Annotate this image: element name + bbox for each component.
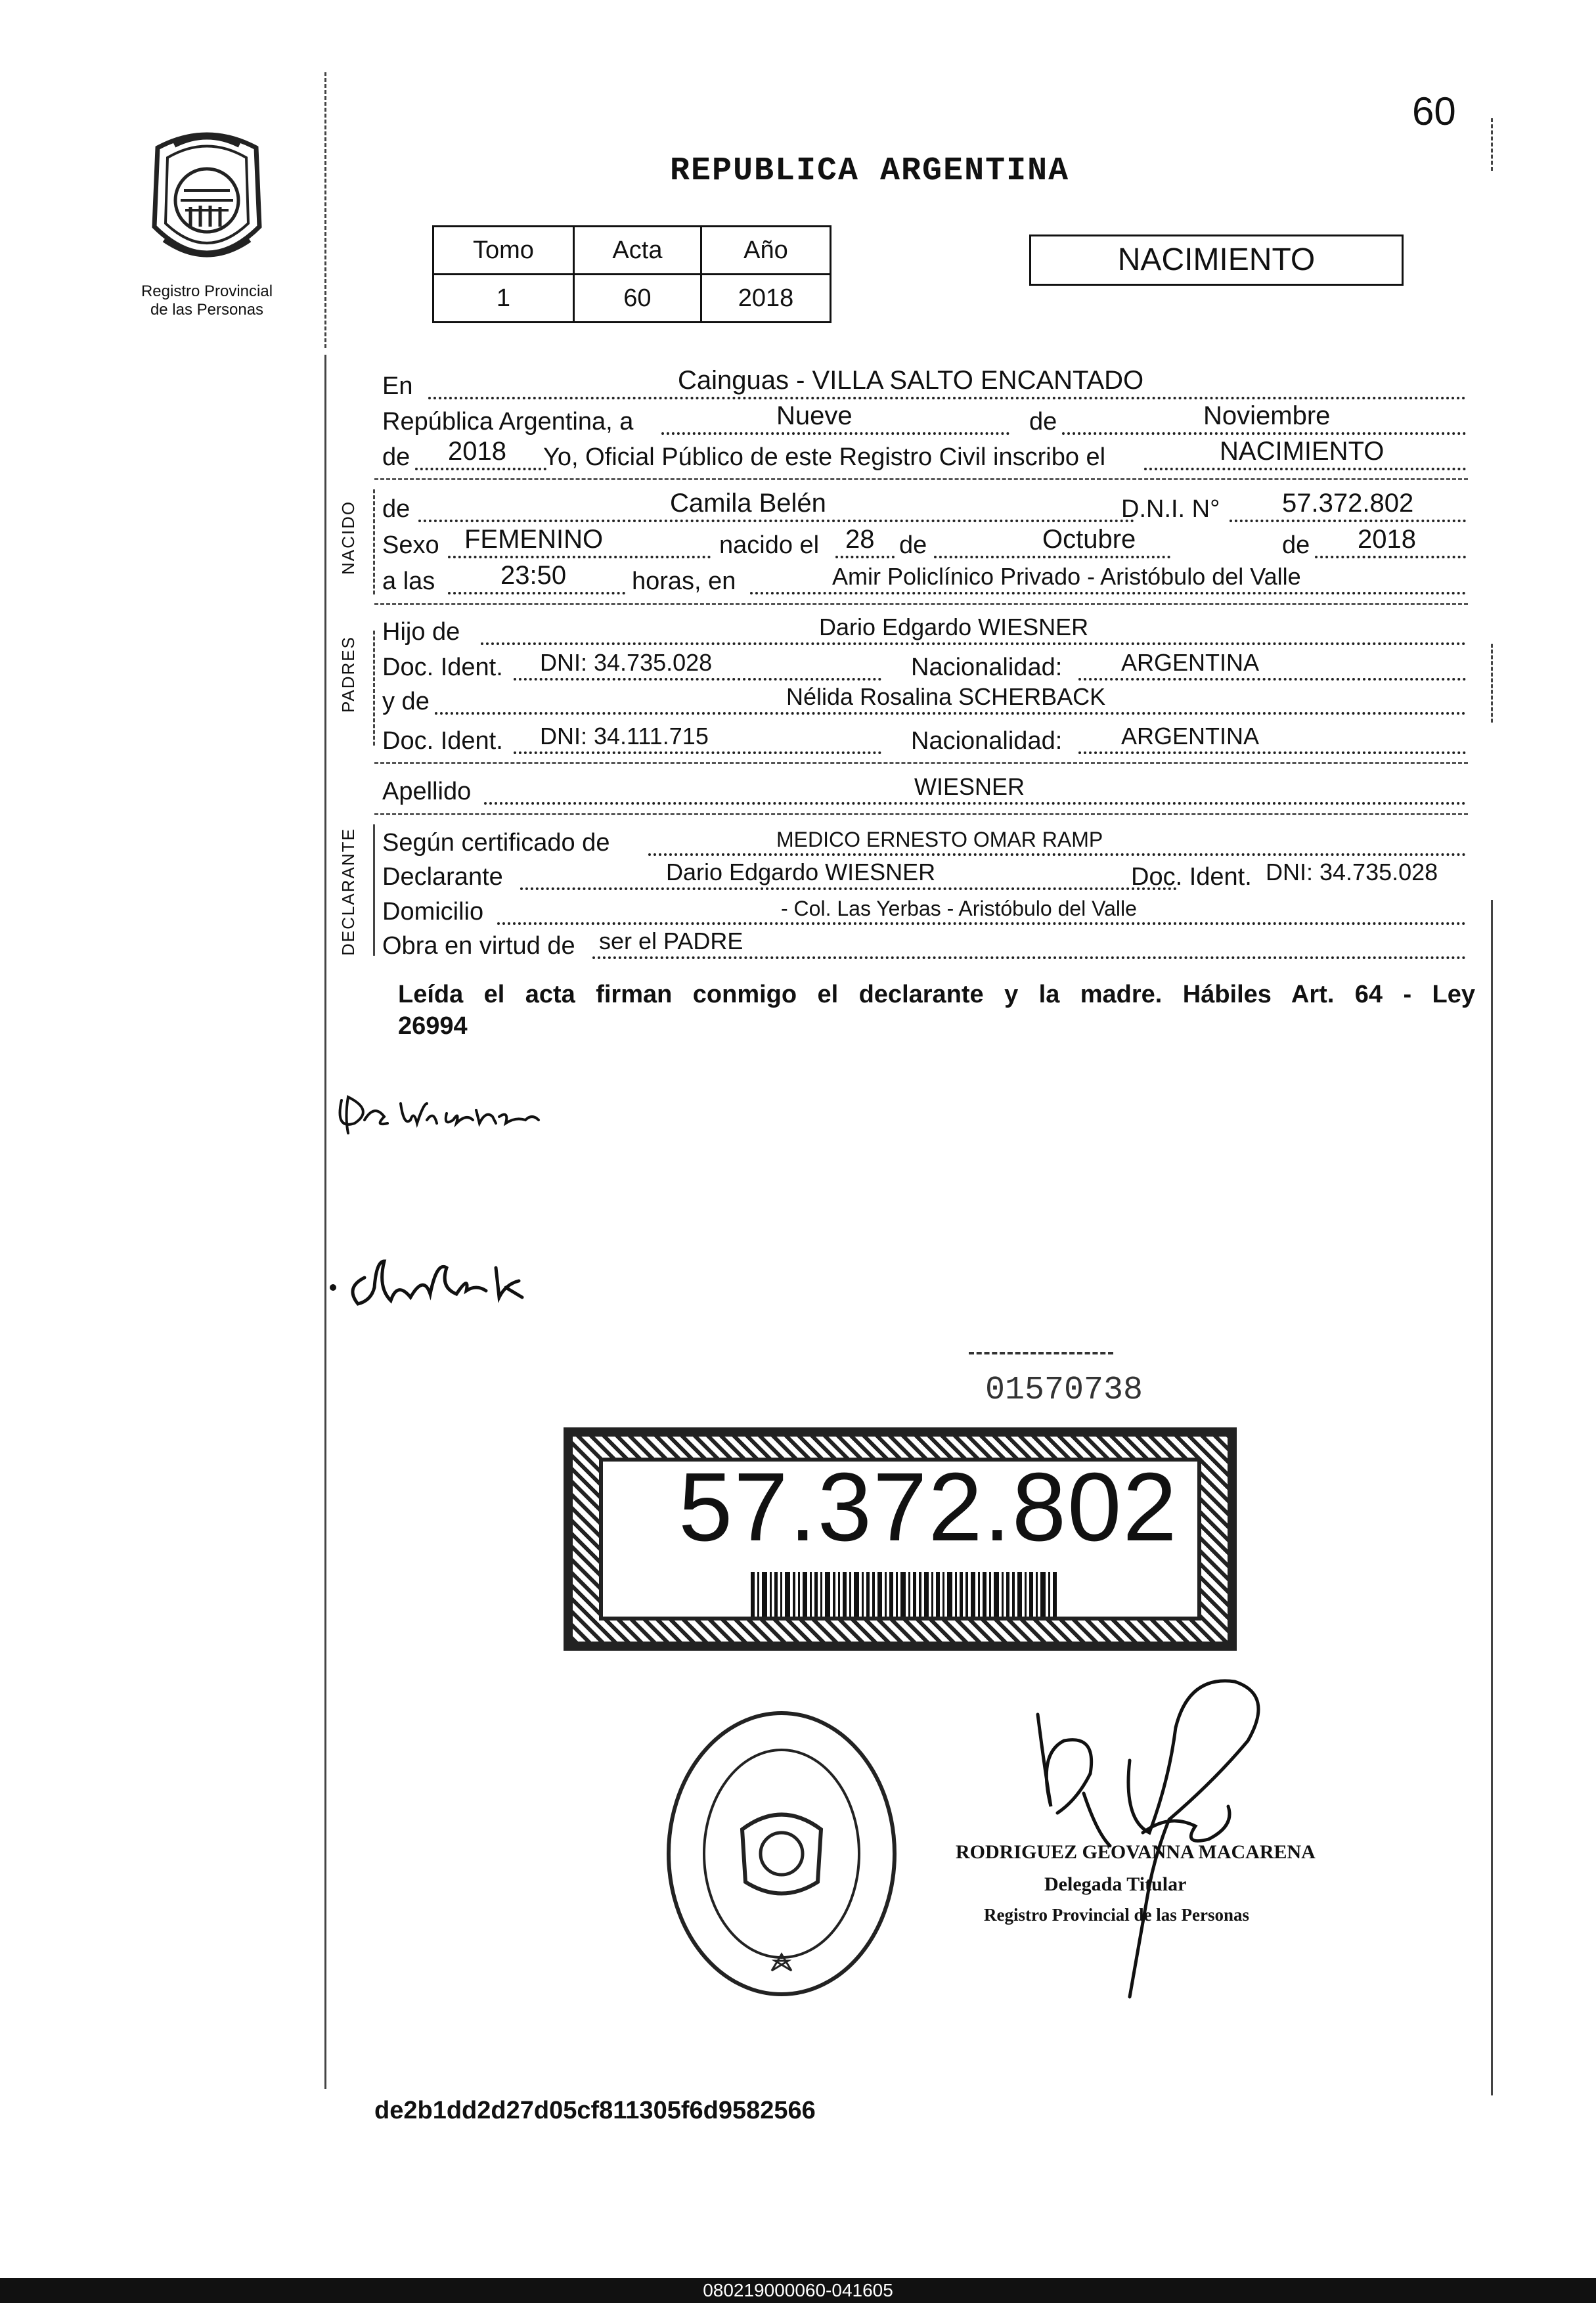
form-row-fecha bbox=[382, 402, 1466, 439]
label-nacionalidad: Nacionalidad: bbox=[911, 727, 1063, 755]
dotted-leader bbox=[648, 853, 1466, 856]
value-padre: Dario Edgardo WIESNER bbox=[819, 614, 1089, 640]
value-anio-registro: 2018 bbox=[448, 437, 506, 466]
label-hijo-de: Hijo de bbox=[382, 618, 460, 646]
record-table-cell: 1 bbox=[433, 275, 574, 323]
value-madre: Nélida Rosalina SCHERBACK bbox=[786, 683, 1106, 710]
dotted-leader bbox=[934, 556, 1170, 558]
dotted-leader bbox=[497, 922, 1466, 925]
page-number: 60 bbox=[1412, 89, 1456, 133]
label-segun-certificado: Según certificado de bbox=[382, 829, 610, 857]
label-sexo: Sexo bbox=[382, 531, 439, 559]
form-row-domicilio bbox=[382, 892, 1466, 929]
value-anio-nacimiento: 2018 bbox=[1358, 525, 1416, 554]
dotted-leader bbox=[484, 802, 1466, 805]
footer-code: 080219000060-041605 bbox=[703, 2280, 893, 2300]
value-mes-nacimiento: Octubre bbox=[1042, 525, 1136, 554]
form-row-certificado bbox=[382, 823, 1466, 860]
value-nombre: Camila Belén bbox=[670, 489, 826, 518]
official-role: Delegada Titular bbox=[1044, 1873, 1187, 1895]
dotted-leader bbox=[481, 642, 1466, 645]
dotted-leader bbox=[514, 751, 881, 754]
form-row-nombre bbox=[382, 489, 1466, 526]
dni-barcode-sticker bbox=[564, 1427, 1237, 1651]
legal-text bbox=[398, 979, 1475, 1042]
dotted-leader bbox=[750, 592, 1466, 594]
left-margin-rule bbox=[324, 355, 326, 2089]
dotted-leader bbox=[592, 956, 1466, 959]
side-label-declarante: DECLARANTE bbox=[338, 828, 358, 956]
label-nacido-el: nacido el bbox=[719, 531, 820, 559]
sticker-inner-panel bbox=[599, 1453, 1201, 1621]
value-dni-padre: DNI: 34.735.028 bbox=[540, 649, 713, 676]
legal-text-line2: 26994 bbox=[398, 1012, 468, 1040]
serial-stamp-dashes bbox=[969, 1352, 1113, 1354]
record-table-header: Año bbox=[701, 227, 830, 275]
label-apellido: Apellido bbox=[382, 778, 472, 805]
document-hash: de2b1dd2d27d05cf811305f6d9582566 bbox=[374, 2097, 816, 2124]
dotted-leader bbox=[1230, 520, 1466, 522]
label-doc-ident: Doc. Ident. bbox=[382, 727, 503, 755]
form-row-madre bbox=[382, 682, 1466, 719]
value-dni-madre: DNI: 34.111.715 bbox=[540, 723, 709, 749]
value-apellido: WIESNER bbox=[914, 773, 1025, 800]
value-tipo-inscripcion: NACIMIENTO bbox=[1220, 437, 1385, 466]
value-lugar-registro: Cainguas - VILLA SALTO ENCANTADO bbox=[678, 366, 1144, 395]
section-divider bbox=[374, 478, 1468, 480]
section-divider bbox=[374, 762, 1468, 764]
label-de: de bbox=[382, 443, 410, 471]
value-dni-nacido: 57.372.802 bbox=[1282, 489, 1414, 518]
form-row-declarante bbox=[382, 857, 1466, 894]
left-margin-rule bbox=[324, 72, 326, 348]
value-lugar-nacimiento: Amir Policlínico Privado - Aristóbulo del Valle bbox=[832, 563, 1301, 590]
label-a-las: a las bbox=[382, 568, 435, 595]
dotted-leader bbox=[1144, 468, 1466, 470]
value-dia-nacimiento: 28 bbox=[845, 525, 875, 554]
label-doc-ident: Doc. Ident. bbox=[1131, 863, 1252, 891]
official-name: RODRIGUEZ GEOVANNA MACARENA bbox=[956, 1841, 1316, 1863]
dotted-leader bbox=[448, 592, 625, 594]
label-de: de bbox=[382, 495, 410, 523]
emblem-label bbox=[128, 282, 286, 319]
section-divider bbox=[374, 813, 1468, 815]
dotted-leader bbox=[435, 712, 1466, 715]
section-divider bbox=[374, 603, 1468, 605]
dotted-leader bbox=[1062, 432, 1466, 435]
label-y-de: y de bbox=[382, 688, 430, 715]
official-signature bbox=[998, 1662, 1307, 2003]
dotted-leader bbox=[448, 556, 711, 558]
right-margin-rule bbox=[1491, 644, 1493, 723]
footer-code-bar bbox=[0, 2278, 1596, 2303]
legal-text-line1: Leída el acta firman conmigo el declarante y la madre. Hábiles Art. 64 - Ley bbox=[398, 981, 1475, 1008]
form-row-madre-doc bbox=[382, 721, 1466, 758]
label-de: de bbox=[1282, 531, 1310, 559]
dotted-leader bbox=[661, 432, 1009, 435]
declarant-signature bbox=[328, 1084, 545, 1143]
value-hora: 23:50 bbox=[500, 561, 567, 590]
mother-signature bbox=[325, 1248, 535, 1320]
official-seal bbox=[663, 1708, 900, 2000]
form-row-padre-doc bbox=[382, 648, 1466, 684]
side-label-padres: PADRES bbox=[338, 636, 358, 713]
barcode-icon bbox=[751, 1572, 1059, 1617]
label-republica: República Argentina, a bbox=[382, 408, 634, 436]
label-dni: D.N.I. N° bbox=[1121, 495, 1220, 523]
right-margin-rule bbox=[1491, 118, 1493, 171]
dotted-leader bbox=[835, 556, 895, 558]
form-row-padre bbox=[382, 612, 1466, 649]
form-row-anio bbox=[382, 437, 1466, 474]
province-emblem bbox=[144, 128, 269, 276]
value-declarante: Dario Edgardo WIESNER bbox=[666, 859, 936, 885]
value-dni-declarante: DNI: 34.735.028 bbox=[1266, 859, 1438, 885]
value-certificado: MEDICO ERNESTO OMAR RAMP bbox=[776, 828, 1103, 851]
label-obra-en-virtud: Obra en virtud de bbox=[382, 932, 575, 960]
label-doc-ident: Doc. Ident. bbox=[382, 654, 503, 681]
form-row-apellido bbox=[382, 772, 1466, 809]
right-margin-rule bbox=[1491, 900, 1493, 2095]
value-nacionalidad-padre: ARGENTINA bbox=[1121, 649, 1260, 676]
record-table-value-row bbox=[433, 275, 831, 323]
emblem-label-line1: Registro Provincial bbox=[141, 282, 273, 300]
dotted-leader bbox=[514, 678, 881, 681]
value-domicilio: - Col. Las Yerbas - Aristóbulo del Valle bbox=[781, 897, 1137, 920]
form-row-sexo bbox=[382, 525, 1466, 562]
document-title: REPUBLICA ARGENTINA bbox=[670, 152, 1070, 190]
form-row-en bbox=[382, 367, 1466, 403]
dni-big-number: 57.372.802 bbox=[678, 1453, 1178, 1561]
side-label-nacido: NACIDO bbox=[338, 500, 358, 575]
form-row-obra bbox=[382, 926, 1466, 963]
dotted-leader bbox=[1315, 556, 1466, 558]
value-mes-registro: Noviembre bbox=[1203, 401, 1331, 430]
record-table-cell: 60 bbox=[573, 275, 701, 323]
record-table-header: Tomo bbox=[433, 227, 574, 275]
label-de: de bbox=[1029, 408, 1057, 436]
label-en: En bbox=[382, 372, 413, 400]
dotted-leader bbox=[428, 397, 1466, 399]
inner-margin-rule bbox=[373, 824, 375, 956]
inner-margin-rule bbox=[373, 489, 375, 594]
label-horas-en: horas, en bbox=[632, 568, 736, 595]
record-table-cell: 2018 bbox=[701, 275, 830, 323]
record-table bbox=[432, 225, 831, 323]
dotted-leader bbox=[1078, 751, 1466, 754]
dotted-leader bbox=[415, 468, 546, 470]
official-office: Registro Provincial de las Personas bbox=[984, 1905, 1249, 1925]
value-obra: ser el PADRE bbox=[599, 928, 743, 954]
inner-margin-rule bbox=[373, 631, 375, 746]
label-nacionalidad: Nacionalidad: bbox=[911, 654, 1063, 681]
value-sexo: FEMENINO bbox=[464, 525, 604, 554]
label-de: de bbox=[899, 531, 927, 559]
record-type-box: NACIMIENTO bbox=[1029, 235, 1404, 286]
value-nacionalidad-madre: ARGENTINA bbox=[1121, 723, 1260, 749]
label-oficial-publico: Yo, Oficial Público de este Registro Civil inscribo el bbox=[543, 443, 1106, 471]
record-table-header-row bbox=[433, 227, 831, 275]
value-dia-registro: Nueve bbox=[776, 401, 853, 430]
dotted-leader bbox=[418, 520, 1134, 522]
emblem-label-line2: de las Personas bbox=[150, 301, 264, 319]
dotted-leader bbox=[1078, 678, 1466, 681]
dotted-leader bbox=[520, 887, 1177, 890]
serial-number: 01570738 bbox=[985, 1372, 1143, 1409]
record-table-header: Acta bbox=[573, 227, 701, 275]
form-row-hora bbox=[382, 562, 1466, 598]
label-domicilio: Domicilio bbox=[382, 898, 484, 926]
label-declarante: Declarante bbox=[382, 863, 503, 891]
